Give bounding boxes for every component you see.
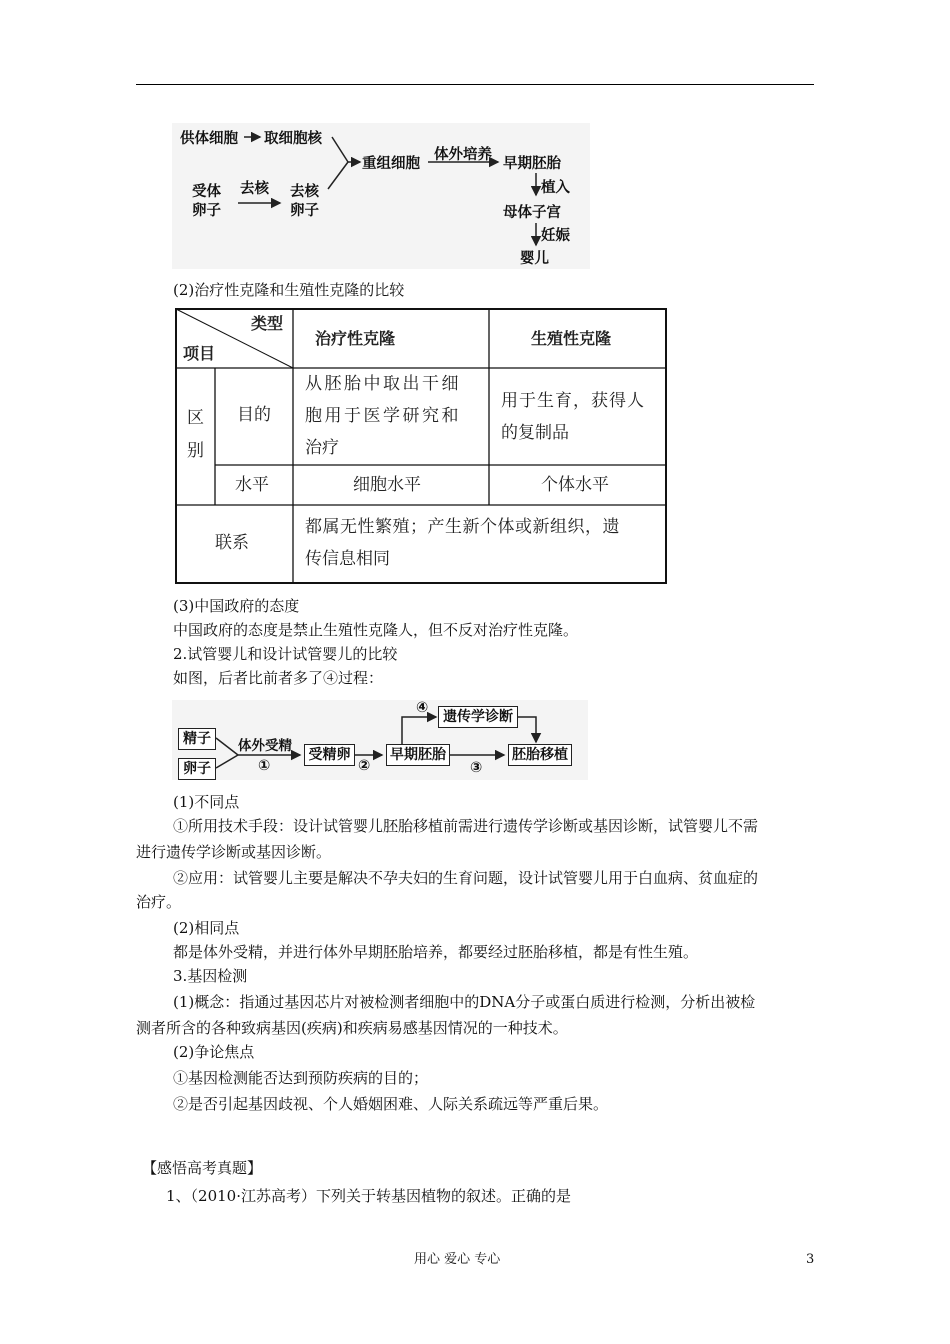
difference-label-2: 别	[187, 441, 204, 461]
ivf-arrows	[172, 700, 588, 780]
controversy-point-2: ②是否引起基因歧视、个人婚姻困难、人际关系疏远等严重后果。	[173, 1095, 609, 1113]
genetic-diagnosis-box: 遗传学诊断	[438, 706, 518, 728]
step-3-label: ③	[470, 760, 483, 776]
early-embryo-box: 早期胚胎	[386, 744, 450, 766]
recombined-cell-label: 重组细胞	[362, 156, 420, 172]
controversy-heading: (2)争论焦点	[173, 1043, 255, 1061]
link-row-label: 联系	[215, 533, 249, 553]
take-nucleus-label: 取细胞核	[264, 131, 322, 147]
difference-2-line-1: ②应用：试管婴儿主要是解决不孕夫妇的生育问题，设计试管婴儿用于白血病、贫血症的	[173, 869, 759, 887]
embryo-transfer-box: 胚胎移植	[508, 744, 572, 766]
ivf-intro-text: 如图，后者比前者多了④过程：	[173, 669, 384, 687]
sperm-box: 精子	[178, 728, 216, 750]
purpose-therapeutic-line-2: 胞用于医学研究和	[305, 406, 461, 426]
recipient-egg-label-1: 受体	[192, 184, 221, 200]
link-text-line-2: 传信息相同	[305, 549, 390, 569]
step-2-label: ②	[358, 758, 371, 774]
early-embryo-label: 早期胚胎	[503, 156, 561, 172]
ivf-comparison-heading: 2.试管婴儿和设计试管婴儿的比较	[173, 645, 398, 663]
similarities-text: 都是体外受精，并进行体外早期胚胎培养，都要经过胚胎移植，都是有性生殖。	[173, 943, 699, 961]
footer-slogan: 用心 爱心 专心	[414, 1252, 501, 1267]
level-therapeutic: 细胞水平	[353, 475, 421, 495]
purpose-reproductive-line-1: 用于生育，获得人	[501, 391, 645, 411]
enucleate-label: 去核	[240, 181, 269, 197]
purpose-reproductive-line-2: 的复制品	[501, 423, 569, 443]
difference-2-line-2: 治疗。	[136, 893, 182, 911]
difference-1-line-2: 进行遗传学诊断或基因诊断。	[136, 843, 332, 861]
egg-box: 卵子	[178, 758, 216, 780]
recipient-egg-label-2: 卵子	[192, 203, 221, 219]
ivf-process-diagram	[172, 700, 588, 780]
cloning-process-diagram	[172, 123, 590, 269]
controversy-point-1: ①基因检测能否达到预防疾病的目的；	[173, 1069, 429, 1087]
header-rule	[136, 84, 814, 85]
in-vitro-culture-label: 体外培养	[434, 147, 492, 163]
uterus-label: 母体子宫	[503, 205, 561, 221]
pregnancy-label: 妊娠	[541, 228, 570, 244]
purpose-therapeutic-line-3: 治疗	[305, 438, 339, 458]
fertilized-egg-box: 受精卵	[304, 744, 355, 766]
cloning-comparison-table	[175, 308, 667, 584]
section-2-heading: (2)治疗性克隆和生殖性克隆的比较	[173, 281, 405, 299]
corner-item-label: 项目	[183, 344, 216, 363]
government-attitude-text: 中国政府的态度是禁止生殖性克隆人，但不反对治疗性克隆。	[173, 621, 579, 639]
difference-1-line-1: ①所用技术手段：设计试管婴儿胚胎移植前需进行遗传学诊断或基因诊断，试管婴儿不需	[173, 817, 759, 835]
government-attitude-heading: (3)中国政府的态度	[173, 597, 300, 615]
similarities-heading: (2)相同点	[173, 919, 240, 937]
enucleated-egg-label-2: 卵子	[290, 203, 319, 219]
reproductive-cloning-header: 生殖性克隆	[531, 329, 612, 348]
corner-type-label: 类型	[251, 314, 284, 333]
purpose-therapeutic-line-1: 从胚胎中取出干细	[305, 374, 461, 394]
level-row-label: 水平	[235, 475, 269, 495]
gene-testing-concept-line-1: (1)概念：指通过基因芯片对被检测者细胞中的DNA分子或蛋白质进行检测，分析出被检	[173, 993, 756, 1011]
enucleated-egg-label-1: 去核	[290, 184, 319, 200]
page-number: 3	[806, 1252, 815, 1267]
gene-testing-concept-line-2: 测者所含的各种致病基因(疾病)和疾病易感基因情况的一种技术。	[136, 1019, 568, 1037]
level-reproductive: 个体水平	[541, 475, 609, 495]
purpose-row-label: 目的	[237, 405, 271, 425]
step-4-label: ④	[416, 700, 429, 716]
gene-testing-heading: 3.基因检测	[173, 967, 248, 985]
infant-label: 婴儿	[520, 251, 549, 267]
difference-label-1: 区	[187, 408, 204, 428]
step-1-label: ①	[258, 758, 271, 774]
implant-label: 植入	[541, 180, 570, 196]
in-vitro-fert-label: 体外受精	[238, 738, 292, 754]
differences-heading: (1)不同点	[173, 793, 240, 811]
therapeutic-cloning-header: 治疗性克隆	[315, 329, 396, 348]
question-1: 1、（2010·江苏高考）下列关于转基因植物的叙述。正确的是	[166, 1187, 571, 1205]
section-title: 【感悟高考真题】	[142, 1159, 263, 1177]
link-text-line-1: 都属无性繁殖；产生新个体或新组织，遗	[305, 517, 620, 537]
donor-cell-label: 供体细胞	[180, 131, 238, 147]
